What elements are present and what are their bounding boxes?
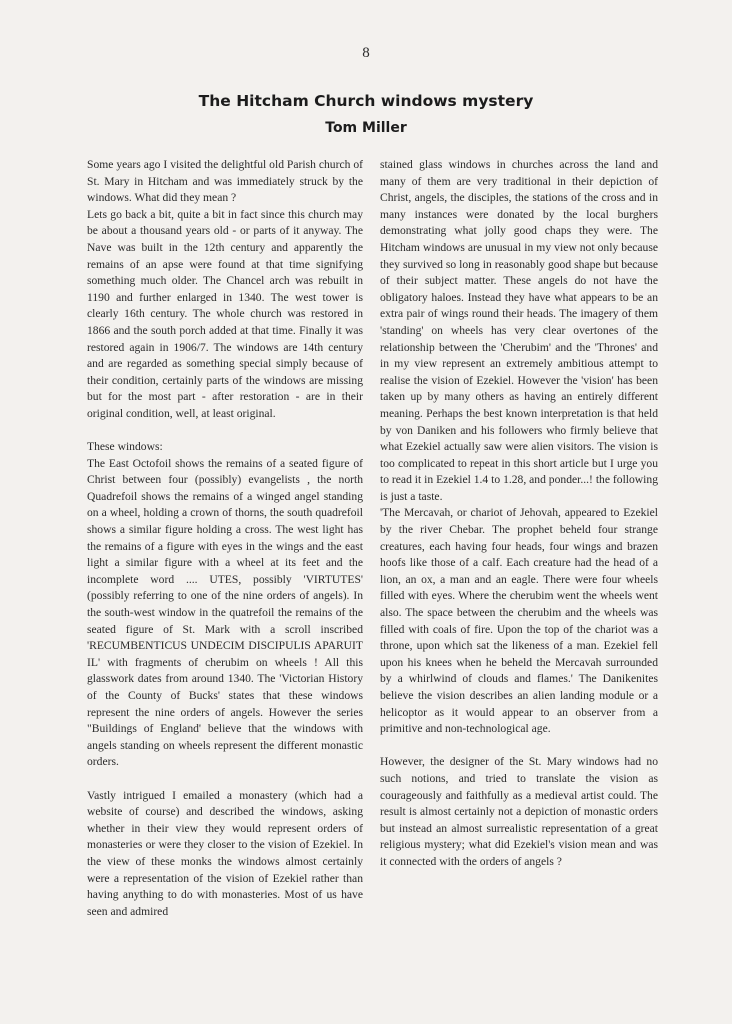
page-number: 8 xyxy=(362,45,370,61)
paragraph: Lets go back a bit, quite a bit in fact since this church may be about a thousand years old - or parts of it anyway. The Nave was built in the 12th century and apparently the remains of an apse were found at that time signifying something much older. The Chancel arch was rebuilt in 1190 and further enlarged in 1340. The west tower is clearly 16th century. The whole church was restored in 1866 and the south porch added at that time. Finally it was restored again in 1906/7. The windows are 14th century and are regarded as something special simply because of their condition, certainly parts of the windows are missing but for the most part - after restoration - are in their original condition, well, at least original. xyxy=(87,207,363,420)
paragraph: 'The Mercavah, or chariot of Jehovah, appeared to Ezekiel by the river Chebar. The prophet beheld four strange creatures, each having four heads, four wings and brazen hoofs like those of a calf. Each creature had the head of a lion, an ox, a man and an eagle. There were four wheels filled with eyes. Where the cherubim went the wheels went also. The space between the cherubim and the wheels was filled with coals of fire. Upon the top of the chariot was a throne, upon which sat the likeness of a man. Ezekiel fell upon his knees when he beheld the Mercavah surrounded by a whirlwind of clouds and flames.' The Danikenites believe the vision describes an alien landing module or a helicoptor as it would appear to an observer from a primitive and non-technological age. xyxy=(380,506,658,736)
article-author: Tom Miller xyxy=(325,120,407,136)
article-title: The Hitcham Church windows mystery xyxy=(198,92,534,110)
paragraph: Vastly intrigued I emailed a monastery (which had a website of course) and described the windows, asking whether in their view they would represent orders of monasteries or were they closer to the vision of Ezekiel. In the view of these monks the windows almost certainly were a representation of the vision of Ezekiel rather than having anything to do with monasteries. Most of us have seen and admired xyxy=(87,788,363,918)
left-column xyxy=(87,157,363,920)
paragraph: These windows: xyxy=(87,440,163,454)
paragraph: The East Octofoil shows the remains of a seated figure of Christ between four (possibly) evangelists , the north Quadrefoil shows the remains of a winged angel standing on a wheel, holding a crown of thorns, the south quadrefoil shows a similar figure holding a cross. The west light has the remains of a figure with eyes in the wings and the east light a similar figure with a wheel at its feet and the incomplete word .... UTES, possibly 'VIRTUTES' (possibly referring to one of the nine orders of angels). In the south-west window in the quatrefoil the remains of the seated figure of St. Mark with a scroll inscribed 'RECUMBENTICUS UNDECIM DISCIPULIS APARUIT IL' with fragments of cherubim on wheels ! All this glasswork dates from around 1340. The 'Victorian History of the County of Bucks' states that these windows represent the nine orders of angels. However the series "Buildings of England' believe that the windows with angels standing on wheels represent the different monastic orders. xyxy=(87,456,363,769)
right-column xyxy=(380,157,658,871)
paragraph: However, the designer of the St. Mary windows had no such notions, and tried to translate the vision as courageously and faithfully as a medieval artist could. The result is almost certainly not a depiction of monastic orders but instead an almost surrealistic representation of a great religious mystery; what did Ezekiel's vision mean and was it connected with the orders of angels ? xyxy=(380,755,658,868)
paragraph: Some years ago I visited the delightful old Parish church of St. Mary in Hitcham and was immediately struck by the windows. What did they mean ? xyxy=(87,158,363,205)
paragraph: stained glass windows in churches across the land and many of them are very traditional in their depiction of Christ, angels, the disciples, the stations of the cross and in many instances were donated by the local burghers demonstrating what jolly good chaps they were. The Hitcham windows are unusual in my view not only because they survived so long in reasonably good shape but because of their subject matter. These angels do not have the obligatory haloes. Instead they have what appears to be an extra pair of wings round their heads. The imagery of them 'standing' on wheels has very clear overtones of the relationship between the 'Cherubim' and the 'Thrones' and in my view represent an extremely ambitious attempt to realise the vision of Ezekiel. However the 'vision' has been taken up by many others as having an entirely different meaning. Perhaps the best known interpretation is that held by von Daniken and his followers who firmly believe that what Ezekiel actually saw were alien visitors. The vision is too complicated to repeat in this short article but I urge you to read it in Ezekiel 1.4 to 1.28, and ponder...! the following is just a taste. xyxy=(380,158,658,503)
